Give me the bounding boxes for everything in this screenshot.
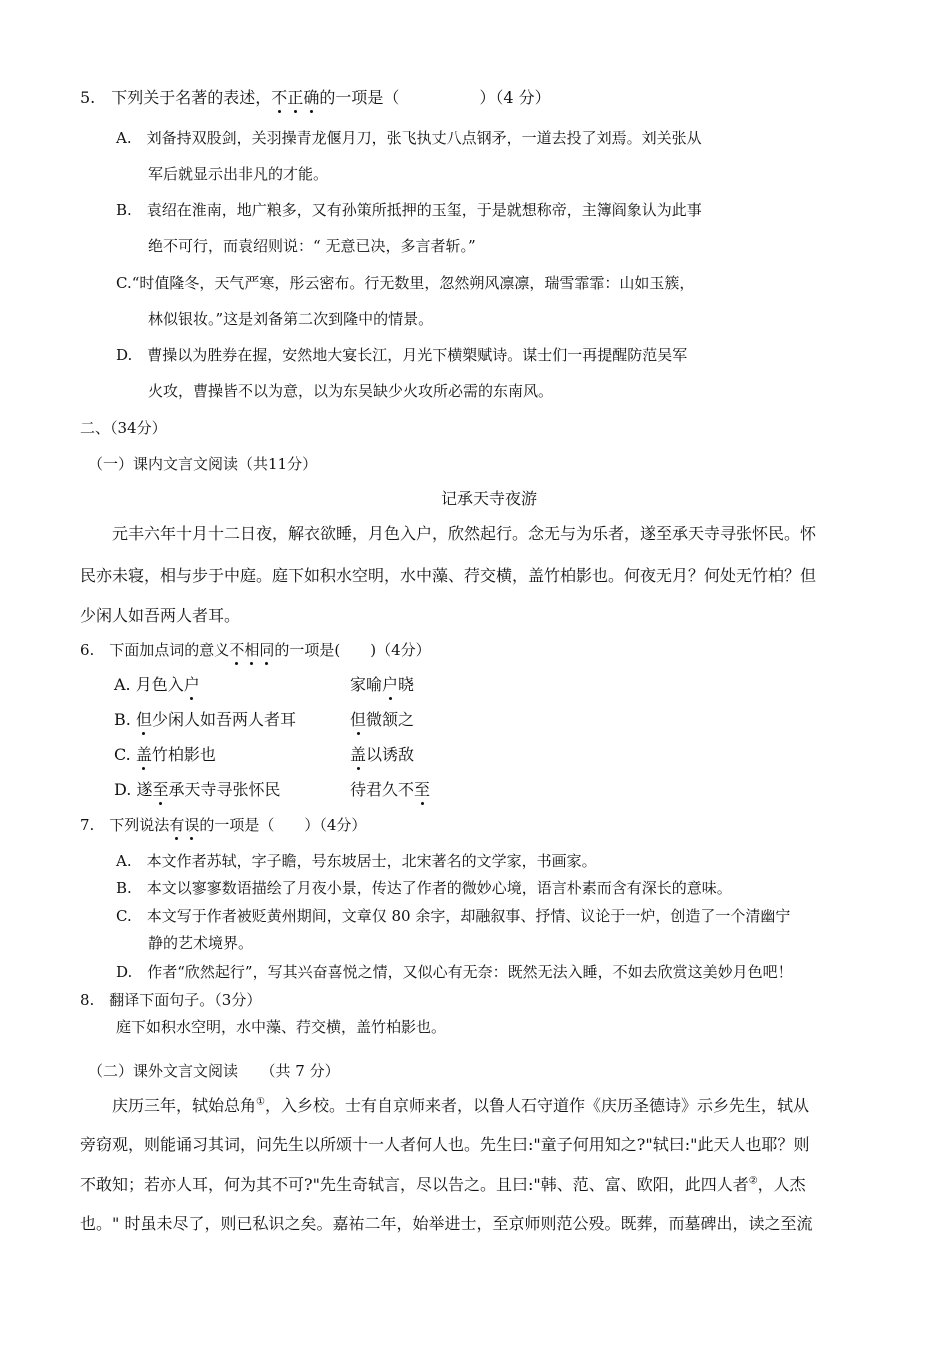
passage-line: 旁窃观，则能诵习其词，问先生以所颂十一人者何人也。先生曰:"童子何用知之?"轼曰:"此天人也耶？则 <box>80 1135 810 1154</box>
q6-stem: 6. 下面加点词的意义不相同的一项是( )（4分） <box>80 641 431 659</box>
q7-option-c: C. 本文写于作者被贬黄州期间，文章仅 80 余字，却融叙事、抒情、议论于一炉，创造了一个清幽宁 <box>116 907 791 925</box>
part1-heading: （一）课内文言文阅读（共11分） <box>88 455 318 473</box>
q7-stem: 7. 下列说法有误的一项是（ ）（4分） <box>80 816 367 834</box>
q7-option-a: A. 本文作者苏轼，字子瞻，号东坡居士，北宋著名的文学家，书画家。 <box>116 852 597 870</box>
passage-line: 民亦未寝，相与步于中庭。庭下如积水空明，水中藻、荇交横，盖竹柏影也。何夜无月？何处无竹柏？但 <box>80 566 817 585</box>
emphasis-dot: 正 <box>287 88 304 107</box>
q5-option-b: B. 袁绍在淮南，地广粮多，又有孙策所抵押的玉玺，于是就想称帝，主簿阎象认为此事 <box>116 201 702 219</box>
emphasis-dot: 不 <box>271 88 288 107</box>
q6-option: D. 遂至承天寺寻张怀民 待君久不至 <box>114 780 431 799</box>
passage-line: 不敢知；若亦人耳，何为其不可?"先生奇轼言，尽以告之。且曰:"韩、范、富、欧阳，此四人者②，人杰 <box>80 1175 806 1194</box>
passage-title: 记承天寺夜游 <box>441 489 538 508</box>
passage-line: 庆历三年，轼始总角①，入乡校。士有自京师来者，以鲁人石守道作《庆历圣德诗》示乡先生，轼从 <box>80 1096 809 1115</box>
q6-option: B. 但少闲人如吾两人者耳 但微颔之 <box>114 710 415 729</box>
q5-option-d: D. 曹操以为胜券在握，安然地大宴长江，月光下横槊赋诗。谋士们一再提醒防范吴军 <box>116 346 688 364</box>
q7-option-d: D. 作者“欣然起行”，写其兴奋喜悦之情，又似心有无奈：既然无法入睡，不如去欣赏这美妙月色吧！ <box>116 963 793 981</box>
q5-option-d-cont: 火攻，曹操皆不以为意，以为东吴缺少火攻所必需的东南风。 <box>148 382 554 400</box>
q5-option-a: A. 刘备持双股剑，关羽操青龙偃月刀，张飞执丈八点钢矛，一道去投了刘焉。刘关张从 <box>116 129 702 147</box>
q8-sentence: 庭下如积水空明，水中藻、荇交横，盖竹柏影也。 <box>116 1018 447 1036</box>
footnote-marker: ① <box>256 1096 265 1108</box>
q8-stem: 8. 翻译下面句子。（3分） <box>80 991 262 1009</box>
q7-option-b: B. 本文以寥寥数语描绘了月夜小景，传达了作者的微妙心境，语言朴素而含有深长的意味。 <box>116 879 732 897</box>
emphasis-dot: 确 <box>303 88 320 107</box>
passage-line: 也。" 时虽未尽了，则已私识之矣。嘉祐二年，始举进士，至京师则范公殁。既葬，而墓碑出，读之至流 <box>80 1214 813 1233</box>
q5-option-b-cont: 绝不可行，而袁绍则说：“ 无意已决，多言者斩。” <box>148 237 476 255</box>
emphasis-dot: 同 <box>259 641 275 659</box>
emphasis-dot: 误 <box>184 816 200 834</box>
q5-option-a-cont: 军后就显示出非凡的才能。 <box>148 165 329 183</box>
q7-option-c-cont: 静的艺术境界。 <box>148 934 254 952</box>
footnote-marker: ② <box>748 1175 758 1187</box>
passage-line: 少闲人如吾两人者耳。 <box>80 606 241 625</box>
q5-option-c: C.“时值隆冬，天气严寒，彤云密布。行无数里，忽然朔风凛凛，瑞雪霏霏：山如玉簇， <box>116 274 695 292</box>
emphasis-dot: 不 <box>229 641 245 659</box>
emphasis-dot: 有 <box>169 816 185 834</box>
emphasis-dot: 相 <box>244 641 260 659</box>
q5-stem: 5. 下列关于名著的表述，不正确的一项是（ ）（4 分） <box>80 88 551 107</box>
q6-option: C. 盖竹柏影也 盖以诱敌 <box>114 745 415 764</box>
passage-line: 元丰六年十月十二日夜，解衣欲睡，月色入户，欣然起行。念无与为乐者，遂至承天寺寻张怀民。怀 <box>80 524 817 543</box>
q5-option-c-cont: 林似银妆。”这是刘备第二次到隆中的情景。 <box>148 310 434 328</box>
section-heading: 二、（34分） <box>80 419 167 437</box>
part2-heading: （二）课外文言文阅读 （共 7 分） <box>88 1062 340 1080</box>
q6-option: A. 月色入户 家喻户晓 <box>114 675 415 694</box>
